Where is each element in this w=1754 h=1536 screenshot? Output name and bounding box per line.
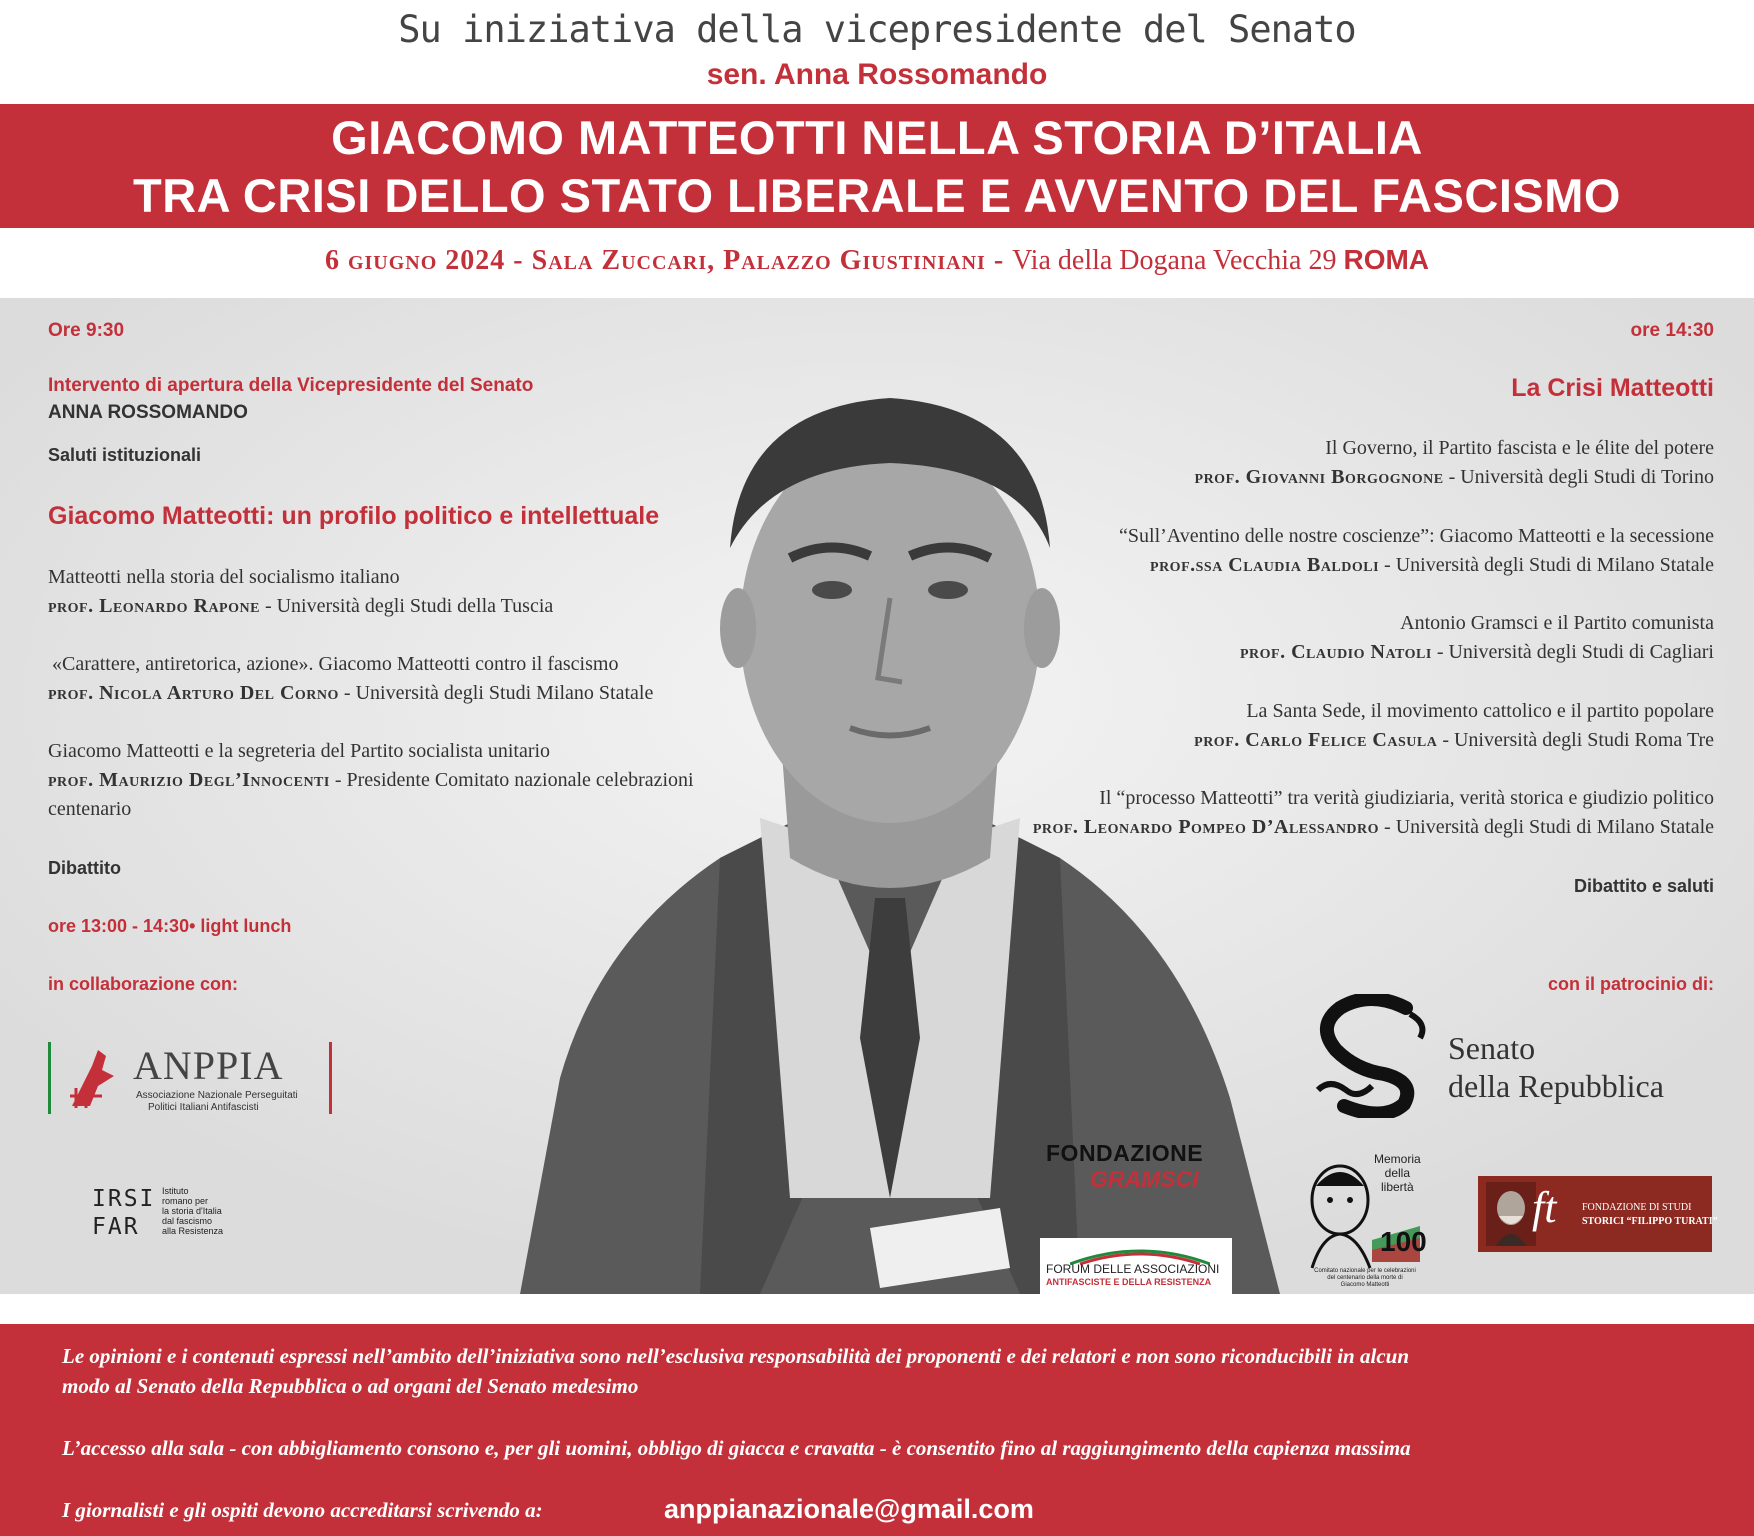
memoria-number: 100 [1380,1226,1427,1257]
senator-name: sen. Anna Rossomando [706,58,1048,91]
greetings: Saluti istituzionali [48,445,202,465]
speaker-affiliation: - Università degli Studi di Milano Statale [1379,816,1714,838]
memoria-committee [1302,1268,1428,1289]
anppia-name: ANPPIA [133,1043,284,1088]
opening-label: Intervento di apertura della Vicepresidente del Senato [48,375,534,396]
talk-title: “Sull’Aventino delle nostre coscienze”: Giacomo Matteotti e la secessione [1119,525,1714,547]
senato-line-2: della Repubblica [1448,1068,1664,1104]
senato-line-1: Senato [1448,1030,1536,1066]
talk-speaker [1194,729,1714,752]
senato-logo [1310,994,1710,1124]
talk-speaker [48,769,694,792]
senato-s-emblem-icon [1310,994,1434,1118]
event-city: ROMA [1343,244,1430,275]
turati-portrait-icon [1486,1182,1536,1246]
speaker-name: prof. Claudio Natoli [1239,641,1432,663]
afternoon-time: ore 14:30 [1630,320,1714,341]
access-rules: L’accesso alla sala - con abbigliamento consono e, per gli uomini, obbligo di giacca e cravatta - è consentito fino al raggiungimento della capienza massima [62,1436,1411,1460]
forum-line-2: ANTIFASCISTE E DELLA RESISTENZA [1046,1277,1212,1287]
speaker-affiliation-cont: centenario [48,798,132,820]
talk-speaker [1195,466,1714,489]
turati-mark: ft [1532,1183,1557,1232]
speaker-affiliation: - Università degli Studi di Cagliari [1431,641,1714,663]
afternoon-debate: Dibattito e saluti [1573,876,1714,896]
patronage-label: con il patrocinio di: [1548,974,1714,994]
talk-speaker [1150,554,1714,577]
irsifar-line: la storia d'Italia [162,1206,222,1216]
speaker-name: prof. Maurizio Degl’Innocenti [48,769,330,791]
memoria-line: libertà [1381,1180,1414,1194]
accreditation-text: I giornalisti e gli ospiti devono accreditarsi scrivendo a: [62,1498,543,1522]
talk-title: Antonio Gramsci e il Partito comunista [1400,612,1714,634]
date-venue-line [0,244,1754,277]
title-band [0,104,1754,228]
speaker-affiliation: - Università degli Studi Roma Tre [1437,729,1714,751]
event-title-line-2: TRA CRISI DELLO STATO LIBERALE E AVVENTO DEL FASCISMO [133,169,1621,222]
speaker-affiliation: - Università degli Studi di Torino [1443,466,1714,488]
talk-title: Il “processo Matteotti” tra verità giudiziaria, verità storica e giudizio politico [1099,787,1714,809]
talk-title: La Santa Sede, il movimento cattolico e il partito popolare [1246,700,1714,722]
talk-title: Matteotti nella storia del socialismo italiano [48,566,400,588]
turati-line-1: FONDAZIONE DI STUDI [1582,1202,1692,1213]
talk-title: Il Governo, il Partito fascista e le élite del potere [1325,437,1714,459]
event-title-line-1: GIACOMO MATTEOTTI NELLA STORIA D’ITALIA [331,111,1423,164]
memoria-text [1374,1152,1421,1194]
memoria-line: Memoria [1374,1152,1421,1166]
talk-speaker [1240,641,1714,664]
lunch-time: ore 13:00 - 14:30• light lunch [48,916,292,936]
forum-associazioni-logo [1040,1238,1232,1300]
event-address: Via della Dogana Vecchia 29 [1012,245,1344,276]
morning-section-title: Giacomo Matteotti: un profilo politico e intellettuale [48,502,660,530]
talk-speaker [1033,816,1714,839]
speaker-name: prof. Leonardo Rapone [48,595,260,617]
afternoon-section-title: La Crisi Matteotti [1511,374,1714,402]
talk-speaker [48,682,653,705]
fondazione-gramsci-logo [1046,1140,1226,1206]
torch-icon [62,1046,124,1110]
anppia-subtitle-1: Associazione Nazionale Perseguitati [136,1090,298,1101]
collaboration-label: in collaborazione con: [48,974,239,994]
speaker-affiliation: - Presidente Comitato nazionale celebrazioni [329,769,694,791]
memoria-line: della [1384,1166,1411,1180]
talk-title: Giacomo Matteotti e la segreteria del Partito socialista unitario [48,740,551,762]
speaker-affiliation: - Università degli Studi della Tuscia [259,595,554,617]
speaker-name: prof. Leonardo Pompeo D’Alessandro [1032,816,1380,838]
gramsci-line-1: FONDAZIONE [1046,1140,1204,1166]
memoria-committee-line: Comitato nazionale per le celebrazioni [1314,1268,1416,1274]
contact-email-link[interactable]: anppianazionale@gmail.com [664,1494,1034,1524]
footer-band [0,1324,1754,1536]
speaker-name: prof. Giovanni Borgognone [1194,466,1444,488]
irsifar-line: romano per [162,1196,209,1206]
anppia-logo [48,1042,332,1116]
irsifar-mark-top: IRSI [92,1186,156,1212]
turati-line-2: STORICI “FILIPPO TURATI” [1582,1216,1718,1227]
speaker-name: prof.ssa Claudia Baldoli [1150,554,1380,576]
morning-time: Ore 9:30 [48,320,125,341]
event-venue: Sala Zuccari, Palazzo Giustiniani - [531,245,1013,276]
speaker-name: prof. Carlo Felice Casula [1194,729,1438,751]
opening-speaker: ANNA ROSSOMANDO [48,402,248,423]
irsifar-line: alla Resistenza [162,1226,224,1236]
speaker-affiliation: - Università degli Studi Milano Statale [338,682,654,704]
talk-speaker [48,595,553,618]
talk-title: «Carattere, antiretorica, azione». Giacomo Matteotti contro il fascismo [52,653,619,675]
irsifar-line: Istituto [162,1186,189,1196]
irsifar-logo [92,1186,252,1250]
disclaimer-line-1: Le opinioni e i contenuti espressi nell’ambito dell’iniziativa sono nell’esclusiva responsabilità dei proponenti e dei relatori e non sono riconducibili in alcun [62,1344,1410,1368]
memoria-committee-line: del centenario della morte di [1327,1275,1403,1281]
irsifar-line: dal fascismo [162,1216,213,1226]
forum-line-1: FORUM DELLE ASSOCIAZIONI [1046,1262,1220,1276]
event-date: 6 giugno 2024 - [324,245,532,276]
gramsci-line-2: GRAMSCI [1090,1166,1199,1192]
irsifar-mark-bottom: FAR [92,1214,140,1240]
anppia-subtitle-2: Politici Italiani Antifascisti [148,1102,259,1113]
morning-debate: Dibattito [48,858,121,878]
disclaimer-line-2: modo al Senato della Repubblica o ad organi del Senato medesimo [62,1374,639,1398]
speaker-name: prof. Nicola Arturo Del Corno [48,682,339,704]
initiative-text: Su iniziativa della vicepresidente del Senato [398,8,1356,51]
fondazione-turati-logo [1478,1176,1718,1252]
irsifar-text [162,1186,223,1236]
memoria-liberta-logo [1302,1150,1428,1294]
speaker-affiliation: - Università degli Studi di Milano Statale [1379,554,1714,576]
memoria-committee-line: Giacomo Matteotti [1340,1282,1390,1288]
